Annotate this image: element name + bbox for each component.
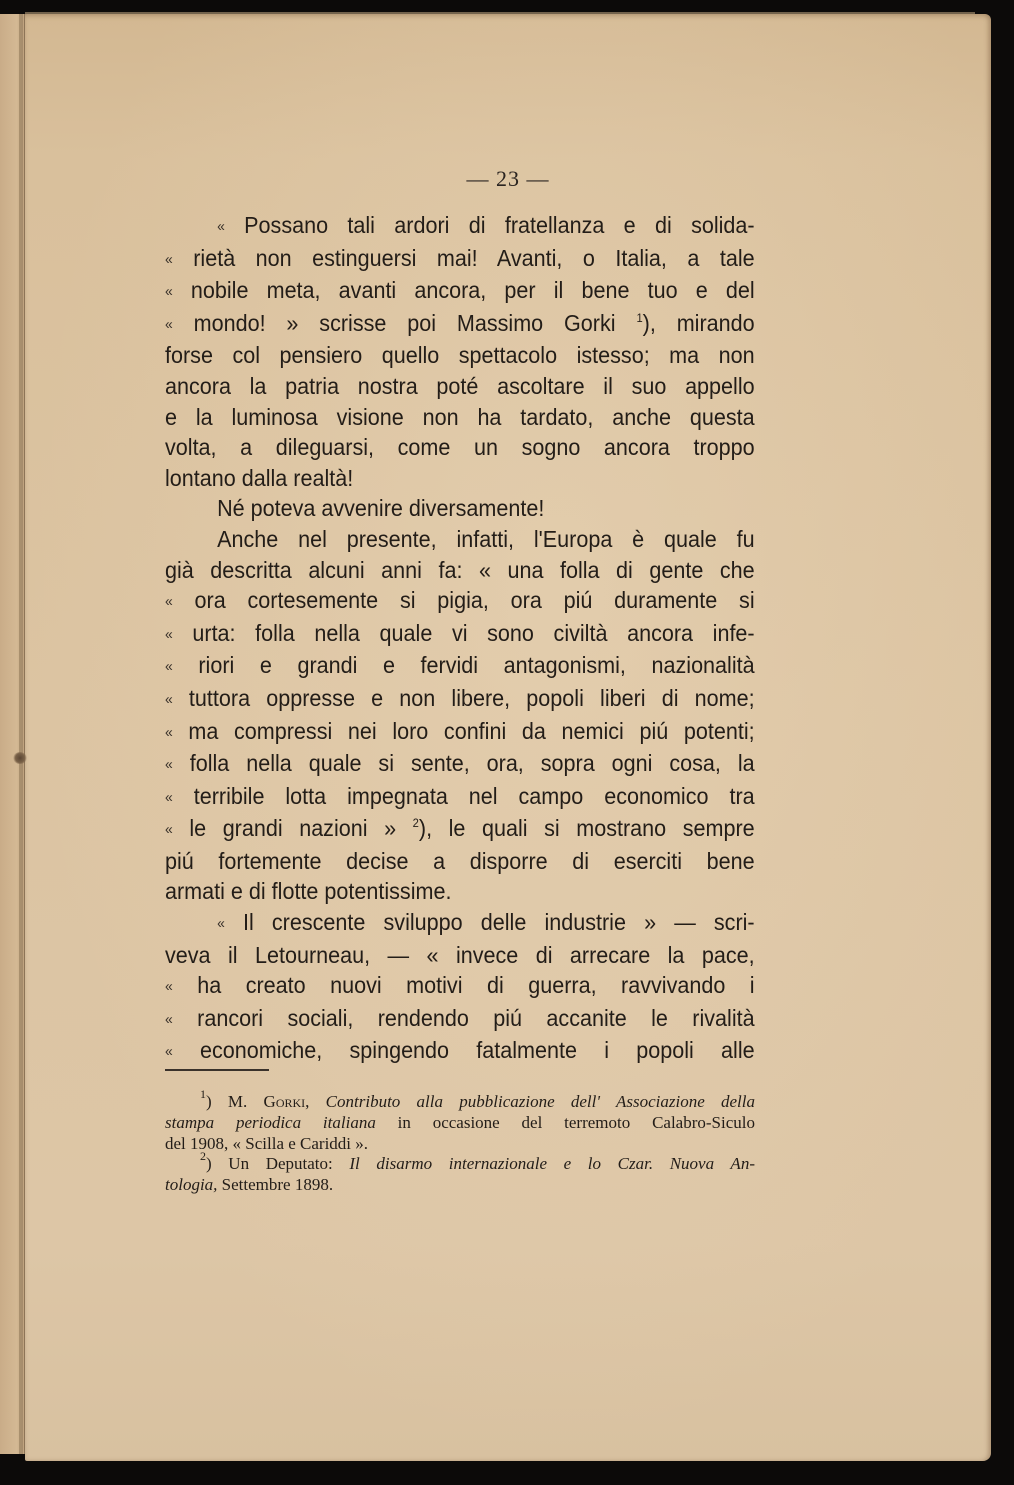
footnote-separator-rule: [165, 1069, 269, 1071]
footnote-2-lead: Un Deputato:: [228, 1154, 350, 1174]
line-text: Possano tali ardori di fratellanza e di solida-: [244, 212, 755, 238]
line-text: Il crescente sviluppo delle industrie » — scri-: [242, 909, 755, 936]
line-text: veva il Letourneau, — « invece di arrecare la pace,: [165, 941, 755, 968]
body-line: [165, 1003, 755, 1036]
continuation-quote-mark: «: [165, 315, 173, 333]
footnote-2-marker: 2: [200, 1149, 206, 1164]
body-line: [165, 940, 755, 971]
body-line: [165, 1035, 755, 1068]
continuation-quote-mark: «: [165, 250, 173, 268]
line-text: riori e grandi e fervidi antagonismi, nazionalità: [198, 652, 755, 679]
footnote-reference: 2: [412, 816, 419, 831]
line-text: e la luminosa visione non ha tardato, anche questa: [165, 403, 755, 430]
line-text: forse col pensiero quello spettacolo istesso; ma non: [165, 342, 755, 369]
line-text: Né poteva avvenire diversamente!: [217, 495, 545, 522]
body-line: [165, 781, 755, 814]
continuation-quote-mark: «: [217, 915, 225, 933]
line-text: piú fortemente decise a disporre di eserciti bene: [165, 847, 755, 874]
line-text: urta: folla nella quale vi sono civiltà ancora infe-: [192, 619, 755, 646]
body-line: [165, 683, 755, 716]
footnote-1-rest: in occasione del terremoto Calabro-Siculo: [375, 1112, 755, 1132]
continuation-quote-mark: «: [165, 283, 173, 301]
continuation-quote-mark: «: [165, 658, 173, 676]
footnote-2-line-1: $^2$) Un Deputato: Il disarmo internazionale e lo Czar. Nuova An-: [200, 1149, 755, 1174]
line-text: economiche, spingendo fatalmente i popoli alle: [200, 1037, 755, 1064]
continuation-quote-mark: «: [165, 1043, 173, 1061]
page-sheet: [25, 14, 991, 1461]
body-line: [165, 524, 755, 555]
body-line: [165, 210, 755, 243]
body-line: [165, 585, 755, 618]
line-text: ancora la patria nostra poté ascoltare il suo appello: [165, 372, 755, 399]
footnote-1-line-3: del 1908, « Scilla e Cariddi ».: [165, 1133, 369, 1153]
footnote-1-marker: 1: [200, 1087, 206, 1101]
body-line: [165, 813, 755, 846]
body-line: [165, 275, 755, 308]
body-text: [165, 210, 755, 1068]
footnote-reference: 1: [636, 310, 643, 325]
line-text: ora cortesemente si pigia, ora piú duramente si: [194, 587, 755, 614]
body-line: [165, 555, 755, 586]
paper-stain: [13, 752, 27, 764]
footnote-2-title-b: tologia,: [165, 1175, 218, 1195]
line-text: lontano dalla realtà!: [165, 464, 354, 491]
continuation-quote-mark: «: [165, 788, 173, 806]
line-text: ma compressi nei loro confini da nemici piú potenti;: [188, 717, 755, 744]
line-text: le grandi nazioni »: [189, 815, 397, 842]
page-number: — 23 —: [466, 166, 550, 191]
line-text: terribile lotta impegnata nel campo economico tra: [193, 782, 755, 809]
line-text: Anche nel presente, infatti, l'Europa è quale fu: [217, 525, 755, 552]
line-text: ), mirando: [642, 309, 755, 336]
footnote-2-rest: Settembre 1898.: [217, 1175, 334, 1195]
footnote-1-line-1: $^1$) M. Gorki, Contributo alla pubblicazione dell' Associazione della: [200, 1087, 755, 1111]
footnote-1-title-a: Contributo alla pubblicazione dell' Associazione della: [325, 1092, 755, 1111]
footnote-2-line-2: [165, 1175, 755, 1196]
body-line: [165, 876, 755, 907]
line-text: tuttora oppresse e non libere, popoli liberi di nome;: [188, 684, 755, 711]
line-text: già descritta alcuni anni fa: « una folla di gente che: [165, 556, 755, 583]
line-text: mondo! » scrisse poi Massimo Gorki: [193, 309, 616, 336]
line-text: nobile meta, avanti ancora, per il bene tuo e del: [190, 277, 755, 304]
body-line: [165, 970, 755, 1003]
footnote-1-line-2: [165, 1113, 755, 1134]
body-line: [165, 716, 755, 749]
body-line: [165, 432, 755, 463]
line-text: volta, a dileguarsi, come un sogno ancora troppo: [165, 434, 755, 461]
continuation-quote-mark: «: [165, 1010, 173, 1028]
continuation-quote-mark: «: [165, 821, 173, 839]
footnote-1-author: M. Gorki,: [227, 1092, 310, 1111]
continuation-quote-mark: «: [165, 723, 173, 741]
body-line: [165, 846, 755, 877]
continuation-quote-mark: «: [165, 756, 173, 774]
line-text: rancori sociali, rendendo piú accanite le rivalità: [197, 1004, 755, 1031]
line-text: ), le quali si mostrano sempre: [418, 815, 755, 842]
body-line: [165, 243, 755, 276]
continuation-quote-mark: «: [165, 690, 173, 708]
line-text: folla nella quale si sente, ora, sopra ogni cosa, la: [189, 750, 755, 777]
body-line: [165, 618, 755, 651]
binding-crease: [19, 14, 23, 1454]
body-line: [165, 907, 755, 940]
continuation-quote-mark: «: [165, 978, 173, 996]
continuation-quote-mark: «: [165, 625, 173, 643]
continuation-quote-mark: «: [217, 218, 225, 235]
body-line: [165, 371, 755, 402]
line-text: rietà non estinguersi mai! Avanti, o Italia, a tale: [193, 244, 755, 271]
footnote-2-title-a: Il disarmo internazionale e lo Czar. Nuova An-: [349, 1154, 755, 1174]
continuation-quote-mark: «: [165, 593, 173, 611]
footnote-1-title-b: stampa periodica italiana: [165, 1112, 376, 1132]
body-line: [165, 402, 755, 433]
body-line: [165, 308, 755, 341]
line-text: ha creato nuovi motivi di guerra, ravvivando i: [197, 972, 755, 999]
body-line: [165, 493, 755, 524]
body-line: [165, 463, 755, 494]
body-line: [165, 340, 755, 371]
body-line: [165, 650, 755, 683]
line-text: armati e di flotte potentissime.: [165, 878, 452, 905]
footnotes: [165, 1087, 755, 1196]
body-line: [165, 748, 755, 781]
